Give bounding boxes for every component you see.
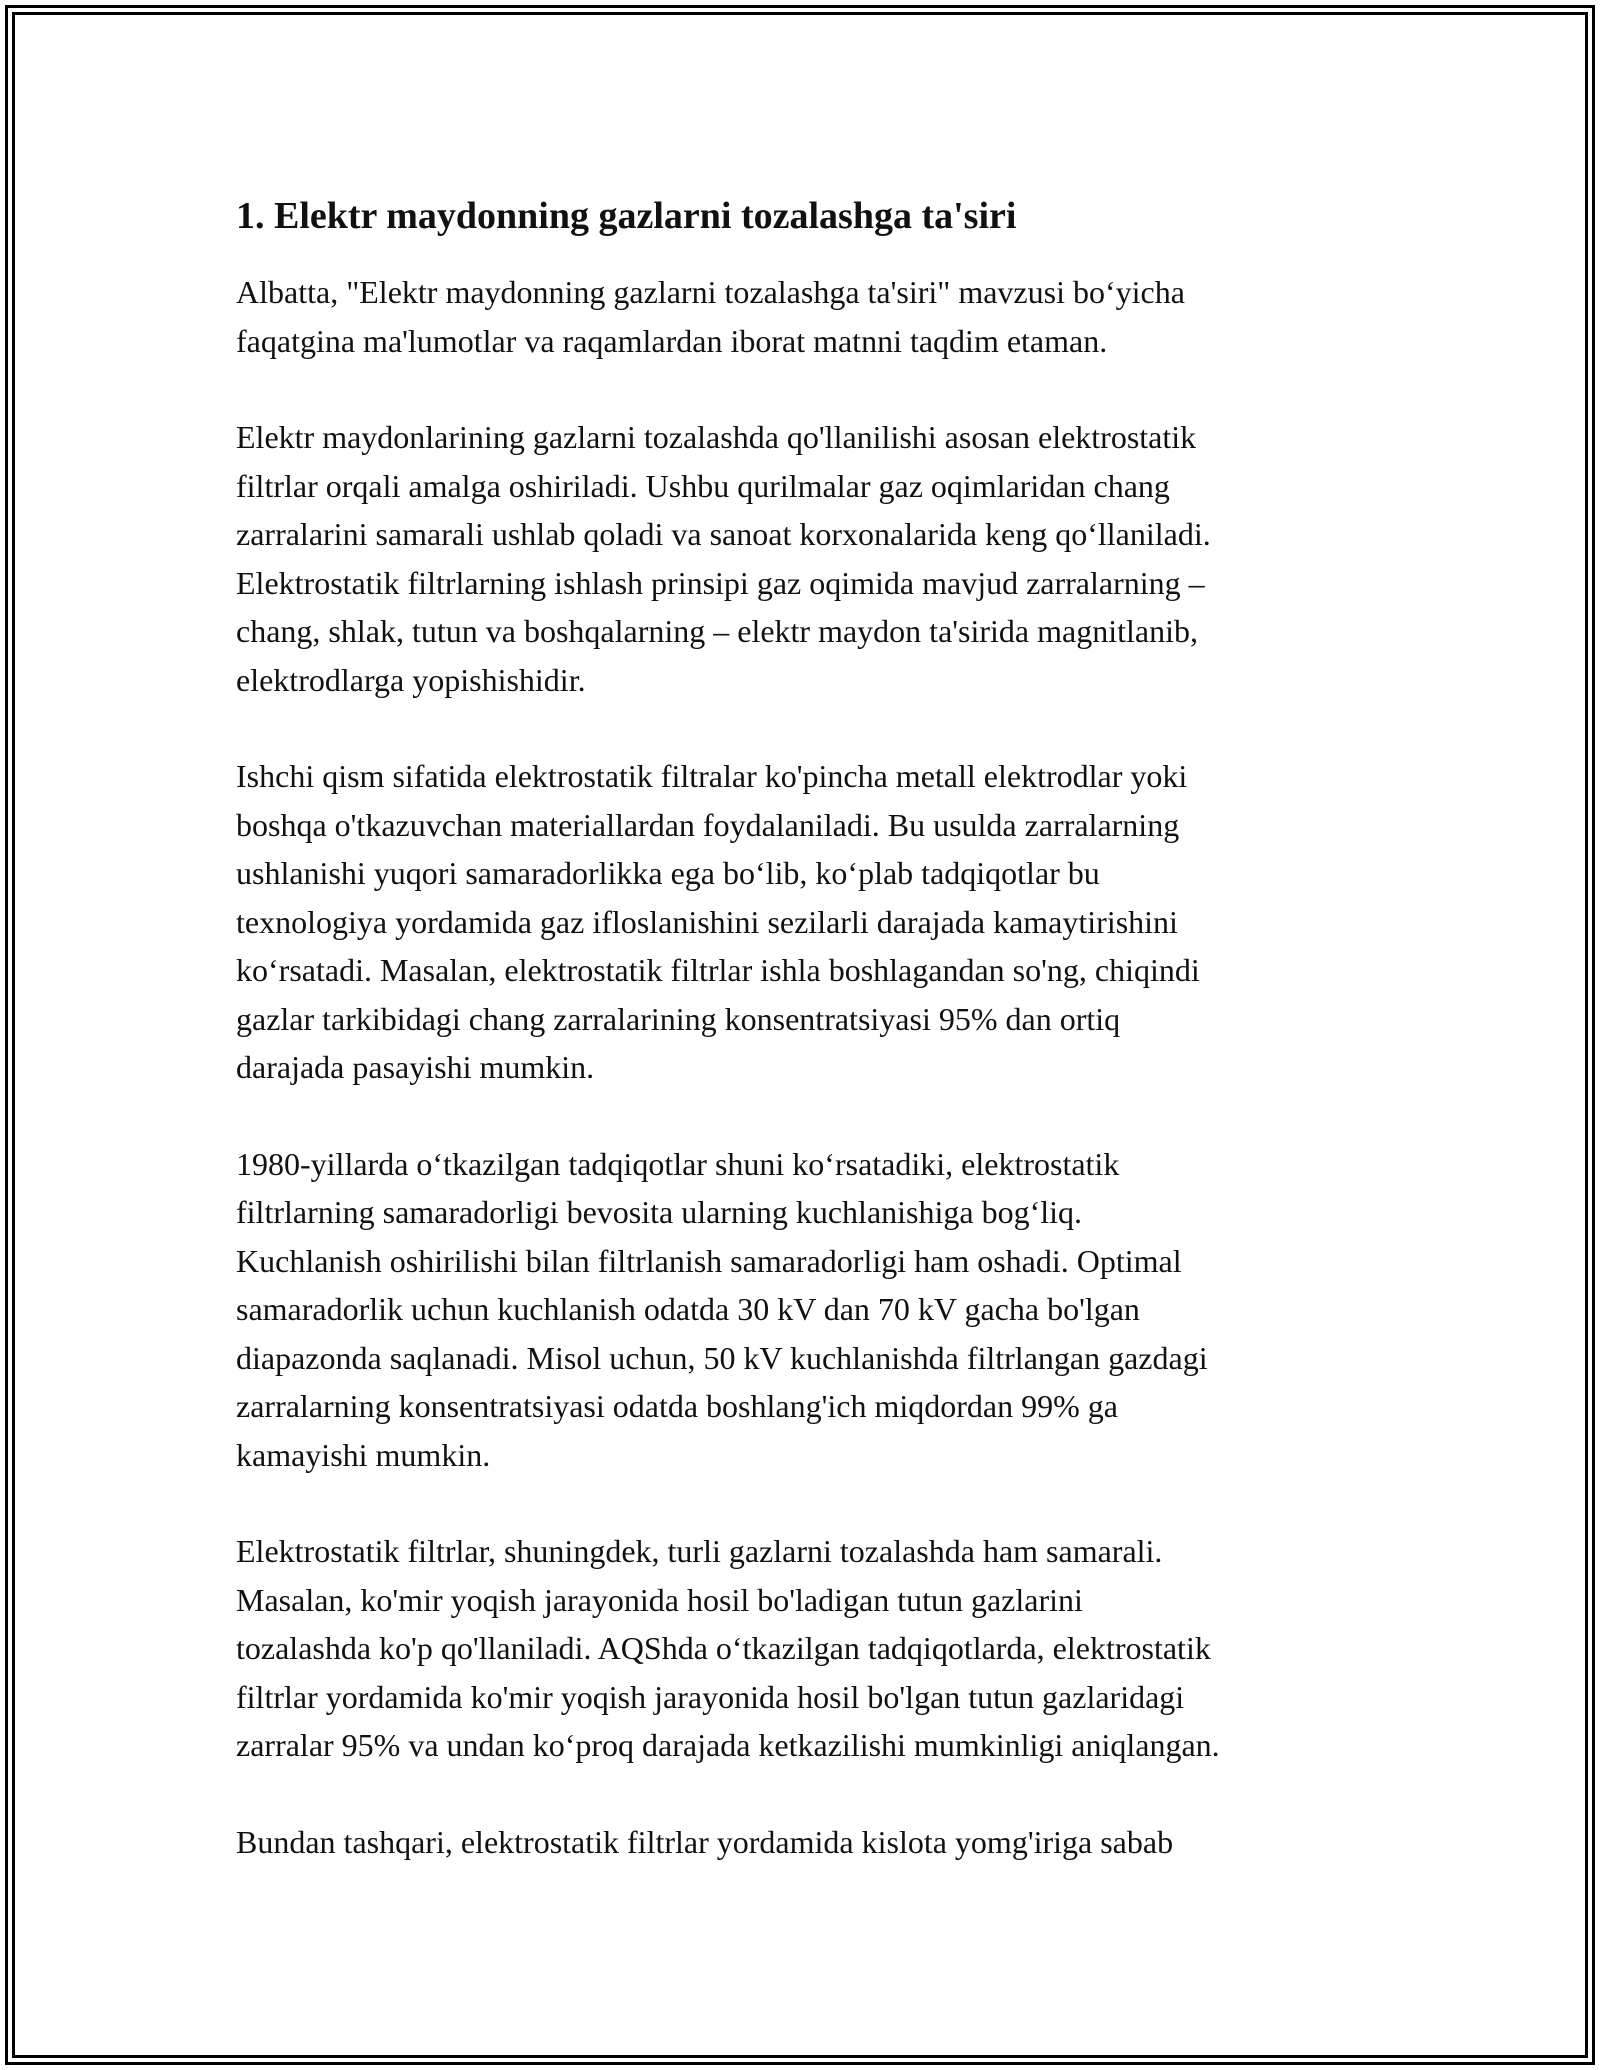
text-line: zarralarning konsentratsiyasi odatda boshlang'ich miqdordan 99% ga (236, 1388, 1118, 1424)
text-line: zarralar 95% va undan koʻproq darajada ketkazilishi mumkinligi aniqlangan. (236, 1727, 1220, 1763)
text-line: faqatgina ma'lumotlar va raqamlardan iborat matnni taqdim etaman. (236, 322, 1108, 359)
text-line: Elektrostatik filtrlarning ishlash prinsipi gaz oqimida mavjud zarralarning – (236, 564, 1205, 601)
paragraph-3 (236, 752, 1386, 1092)
text-line: ushlanishi yuqori samaradorlikka ega boʻlib, koʻplab tadqiqotlar bu (236, 855, 1100, 891)
text-line: filtrlar yordamida ko'mir yoqish jarayonida hosil bo'lgan tutun gazlaridagi (236, 1678, 1185, 1715)
text-line: samaradorlik uchun kuchlanish odatda 30 kV dan 70 kV gacha bo'lgan (236, 1291, 1140, 1327)
text-line: koʻrsatadi. Masalan, elektrostatik filtrlar ishla boshlagandan so'ng, chiqindi (236, 952, 1200, 988)
text-line: Albatta, "Elektr maydonning gazlarni tozalashga ta'siri" mavzusi boʻyicha (236, 274, 1185, 310)
paragraph-2 (236, 413, 1386, 704)
document-title: 1. Elektr maydonning gazlarni tozalashga ta'siri (236, 195, 1017, 237)
paragraph-6 (236, 1818, 1386, 1867)
text-line: gazlar tarkibidagi chang zarralarining konsentratsiyasi 95% dan ortiq (236, 1000, 1121, 1037)
text-line: tozalashda ko'p qo'llaniladi. AQShda oʻtkazilgan tadqiqotlarda, elektrostatik (236, 1630, 1211, 1666)
text-line: Elektrostatik filtrlar, shuningdek, turli gazlarni tozalashda ham samarali. (236, 1533, 1163, 1569)
text-line: filtrlarning samaradorligi bevosita ularning kuchlanishiga bogʻliq. (236, 1194, 1083, 1230)
paragraph-5 (236, 1527, 1386, 1770)
text-line: texnologiya yordamida gaz ifloslanishini sezilarli darajada kamaytirishini (236, 903, 1178, 940)
text-line: Bundan tashqari, elektrostatik filtrlar yordamida kislota yomg'iriga sabab (236, 1823, 1174, 1860)
text-line: Elektr maydonlarining gazlarni tozalashda qo'llanilishi asosan elektrostatik (236, 419, 1197, 455)
text-line: zarralarini samarali ushlab qoladi va sanoat korxonalarida keng qoʻllaniladi. (236, 516, 1211, 552)
text-line: kamayishi mumkin. (236, 1436, 491, 1473)
text-line: filtrlar orqali amalga oshiriladi. Ushbu qurilmalar gaz oqimlaridan chang (236, 467, 1170, 504)
text-line: Ishchi qism sifatida elektrostatik filtralar ko'pincha metall elektrodlar yoki (236, 758, 1188, 794)
text-line: elektrodlarga yopishishidir. (236, 661, 586, 698)
paragraph-1 (236, 268, 1386, 365)
text-line: Masalan, ko'mir yoqish jarayonida hosil bo'ladigan tutun gazlarini (236, 1581, 1083, 1618)
document-body (236, 184, 1386, 1914)
paragraph-4 (236, 1140, 1386, 1480)
text-line: diapazonda saqlanadi. Misol uchun, 50 kV kuchlanishda filtrlangan gazdagi (236, 1339, 1208, 1376)
text-line: boshqa o'tkazuvchan materiallardan foydalaniladi. Bu usulda zarralarning (236, 806, 1180, 843)
text-line: 1980-yillarda oʻtkazilgan tadqiqotlar shuni koʻrsatadiki, elektrostatik (236, 1145, 1120, 1182)
text-line: darajada pasayishi mumkin. (236, 1049, 595, 1085)
text-line: Kuchlanish oshirilishi bilan filtrlanish samaradorligi ham oshadi. Optimal (236, 1242, 1182, 1279)
text-line: chang, shlak, tutun va boshqalarning – elektr maydon ta'sirida magnitlanib, (236, 613, 1198, 649)
